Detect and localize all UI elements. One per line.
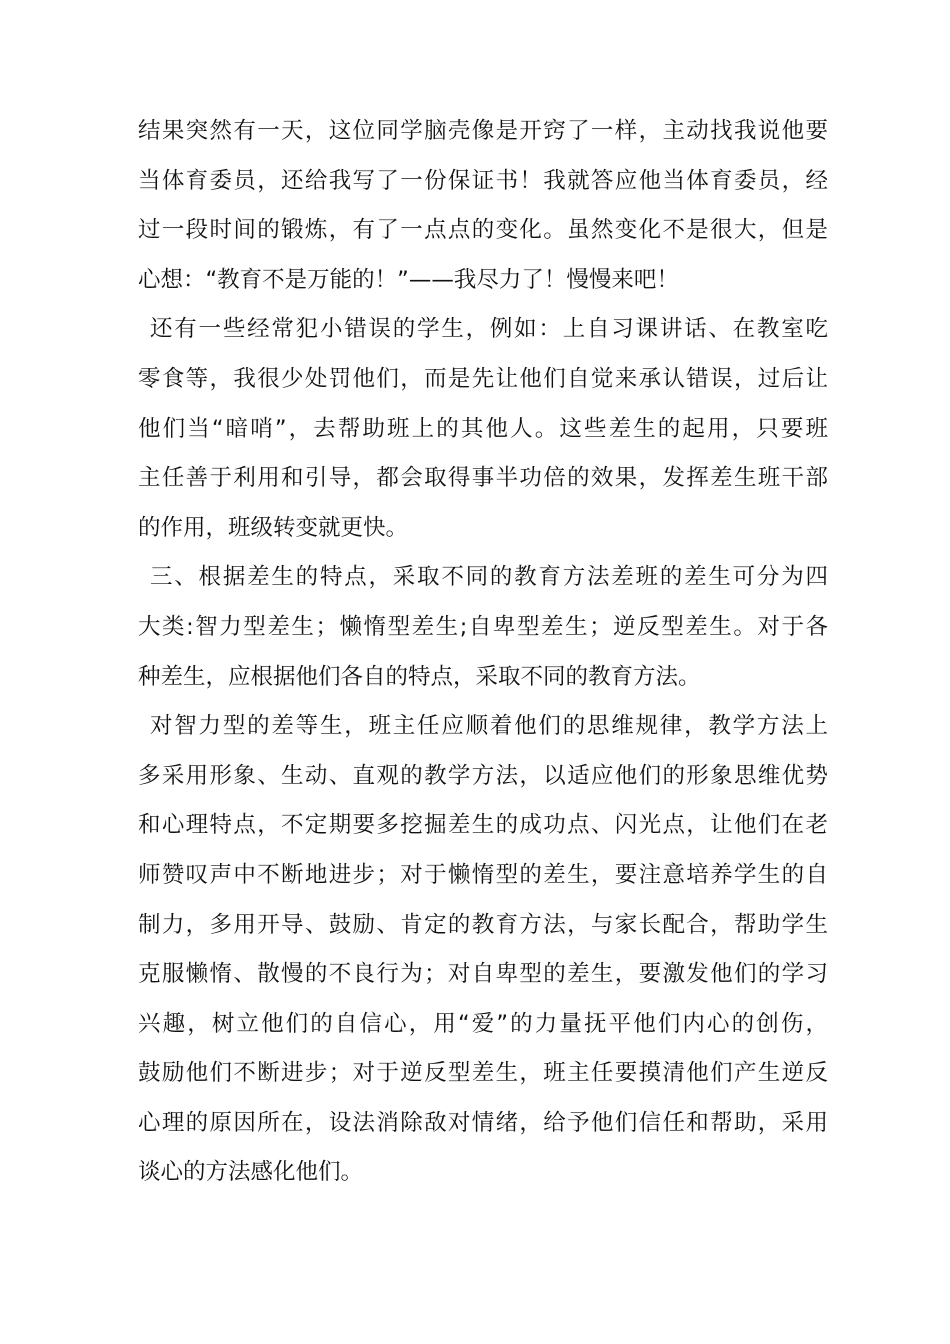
text-line: 师赞叹声中不断地进步；对于懒惰型的差生，要注意培养学生的自 bbox=[138, 861, 828, 888]
text-line: 制力，多用开导、鼓励、肯定的教育方法，与家长配合，帮助学生 bbox=[138, 911, 828, 938]
text-line: 大类:智力型差生；懒惰型差生;自卑型差生；逆反型差生。对于各 bbox=[138, 613, 828, 640]
text-line: 他们当“暗哨”，去帮助班上的其他人。这些差生的起用，只要班 bbox=[138, 415, 828, 442]
text-line: 主任善于利用和引导，都会取得事半功倍的效果，发挥差生班干部 bbox=[138, 465, 828, 492]
text-line: 过一段时间的锻炼，有了一点点的变化。虽然变化不是很大，但是 bbox=[138, 217, 828, 244]
paragraph-first-line: 对智力型的差等生，班主任应顺着他们的思维规律，教学方法上 bbox=[150, 713, 828, 740]
document-page bbox=[138, 107, 828, 1198]
text-line: 的作用，班级转变就更快。 bbox=[138, 514, 409, 541]
text-line: 谈心的方法感化他们。 bbox=[138, 1159, 364, 1186]
text-line: 和心理特点，不定期要多挖掘差生的成功点、闪光点，让他们在老 bbox=[138, 812, 828, 839]
paragraph-first-line: 三、根据差生的特点，采取不同的教育方法差班的差生可分为四 bbox=[150, 564, 828, 591]
text-line: 结果突然有一天，这位同学脑壳像是开窍了一样，主动找我说他要 bbox=[138, 118, 828, 144]
text-line: 种差生，应根据他们各自的特点，采取不同的教育方法。 bbox=[138, 663, 701, 690]
text-line: 鼓励他们不断进步；对于逆反型差生，班主任要摸清他们产生逆反 bbox=[138, 1060, 828, 1087]
text-line: 克服懒惰、散慢的不良行为；对自卑型的差生，要激发他们的学习 bbox=[138, 961, 828, 988]
paragraph-first-line: 还有一些经常犯小错误的学生，例如：上自习课讲话、在教室吃 bbox=[150, 316, 828, 343]
text-line: 兴趣，树立他们的自信心，用“爱”的力量抚平他们内心的创伤， bbox=[138, 1010, 828, 1037]
text-line: 心想：“教育不是万能的！”——我尽力了！慢慢来吧！ bbox=[138, 266, 679, 293]
text-line: 多采用形象、生动、直观的教学方法，以适应他们的形象思维优势 bbox=[138, 762, 828, 789]
text-line: 零食等，我很少处罚他们，而是先让他们自觉来承认错误，过后让 bbox=[138, 365, 828, 392]
text-line: 心理的原因所在，设法消除敌对情绪，给予他们信任和帮助，采用 bbox=[138, 1109, 828, 1136]
text-line: 当体育委员，还给我写了一份保证书！我就答应他当体育委员，经 bbox=[138, 167, 828, 194]
